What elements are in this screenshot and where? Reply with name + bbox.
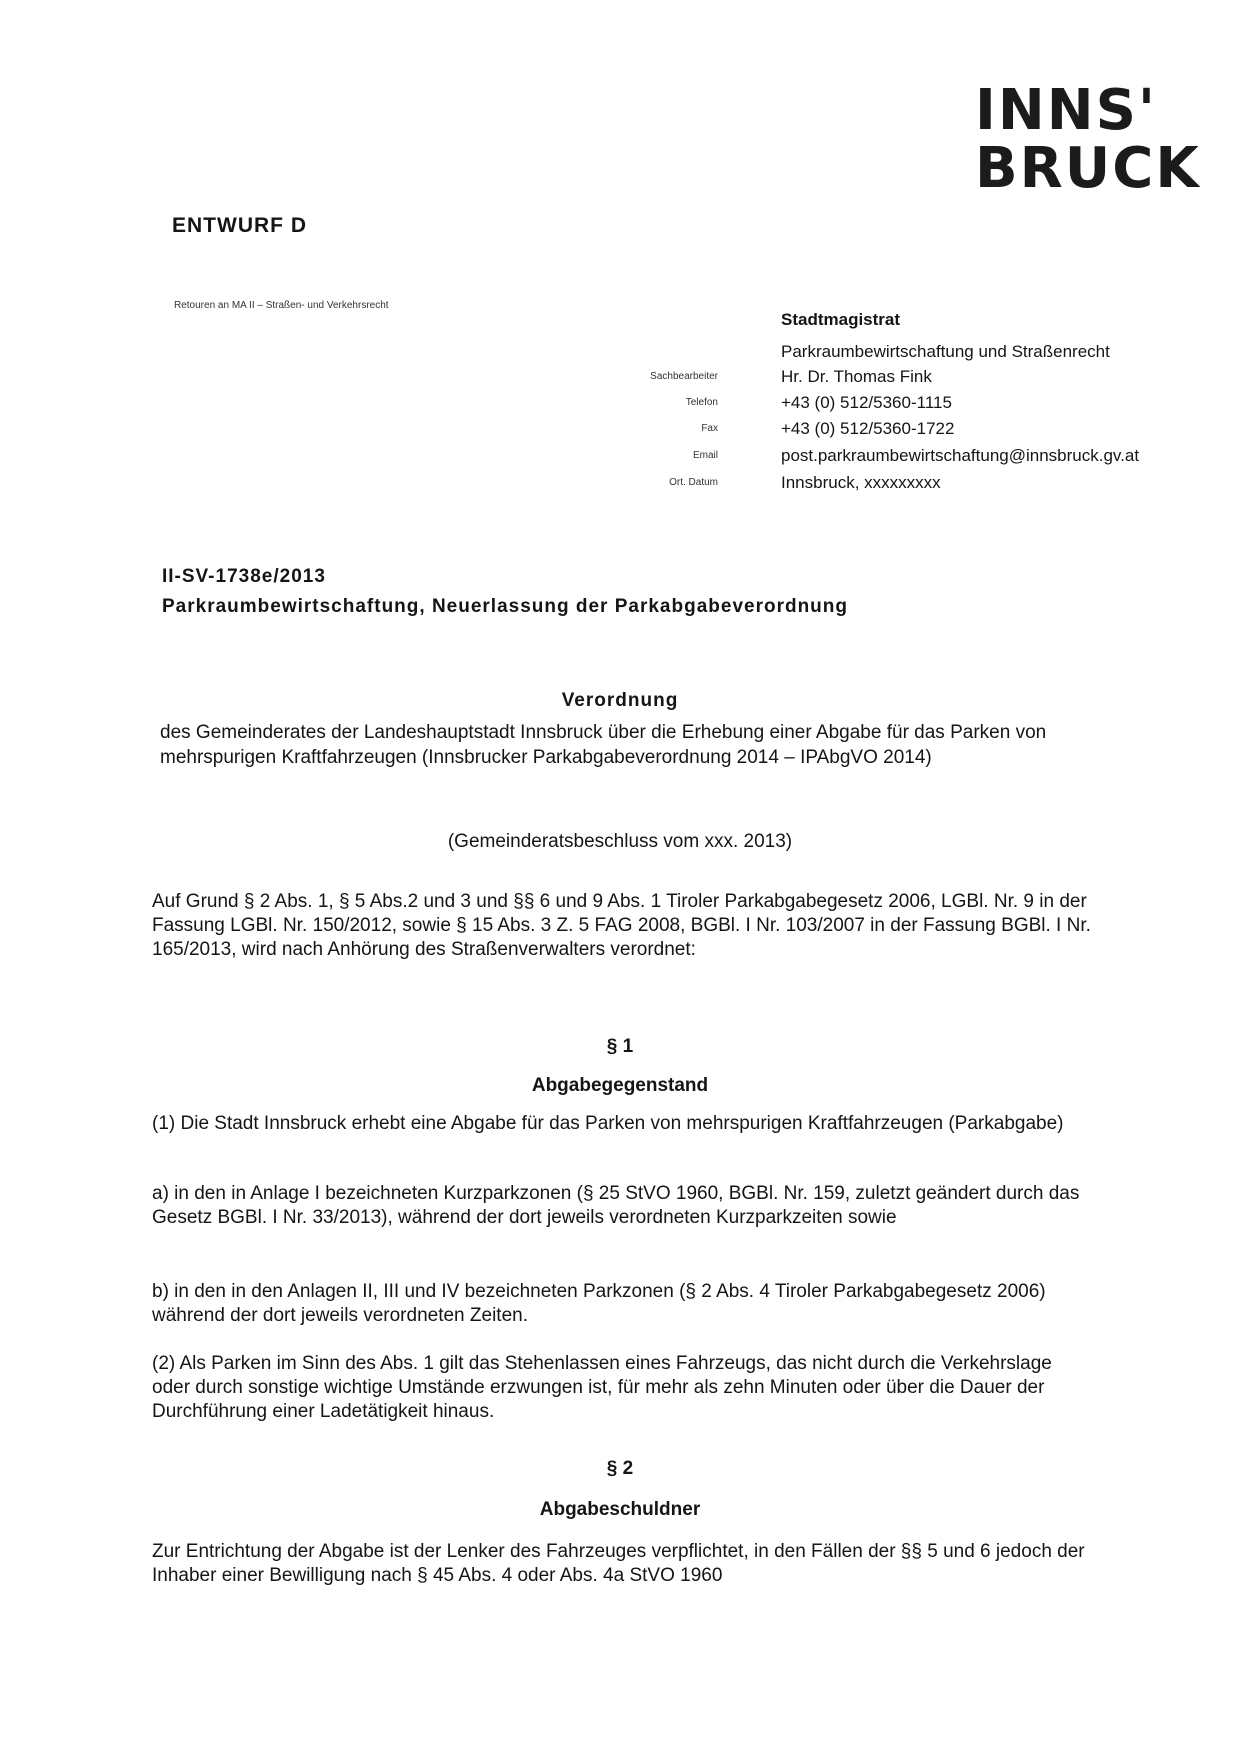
contact-value: Hr. Dr. Thomas Fink bbox=[781, 367, 932, 386]
office-department: Parkraumbewirtschaftung und Straßenrecht bbox=[781, 342, 1110, 361]
preamble: Auf Grund § 2 Abs. 1, § 5 Abs.2 und 3 und §§ 6 und 9 Abs. 1 Tiroler Parkabgabegesetz 2006, LGBl. Nr. 9 in der Fassung LGBl. Nr. 150/2012, sowie § 15 Abs. 3 Z. 5 FAG 2008, BGBl. I Nr. 103/2007 in der Fassung BGBl. I Nr. 165/2013, wird nach Anhörung des Straßenverwalters verordnet: bbox=[152, 891, 1091, 960]
section-1-paragraph-1: (1) Die Stadt Innsbruck erhebt eine Abgabe für das Parken von mehrspurigen Kraftfahrzeugen (Parkabgabe) bbox=[152, 1113, 1064, 1134]
section-1-item-b: b) in den in den Anlagen II, III und IV bezeichneten Parkzonen (§ 2 Abs. 4 Tiroler Parkabgabegesetz 2006) während der dort jeweils verordneten Zeiten. bbox=[152, 1281, 1046, 1326]
contact-label: Email bbox=[692, 450, 718, 461]
contact-row-phone bbox=[560, 393, 1180, 421]
contact-label: Telefon bbox=[685, 397, 718, 408]
ordinance-heading: Verordnung bbox=[561, 690, 679, 711]
contact-row-email bbox=[560, 446, 1180, 474]
subject-line: Parkraumbewirtschaftung, Neuerlassung der Parkabgabeverordnung bbox=[162, 596, 849, 617]
logo-line-2: BRUCK bbox=[975, 136, 1201, 201]
section-2-text: Zur Entrichtung der Abgabe ist der Lenker des Fahrzeuges verpflichtet, in den Fällen der §§ 5 und 6 jedoch der Inhaber einer Bewilligung nach § 45 Abs. 4 oder Abs. 4a StVO 1960 bbox=[152, 1541, 1085, 1586]
section-2-number: § 2 bbox=[606, 1458, 634, 1479]
section-2-title: Abgabeschuldner bbox=[539, 1499, 701, 1520]
section-1-title: Abgabegegenstand bbox=[531, 1075, 709, 1096]
resolution-note: (Gemeinderatsbeschluss vom xxx. 2013) bbox=[447, 831, 793, 852]
innsbruck-logo bbox=[975, 78, 1201, 201]
draft-label: ENTWURF D bbox=[172, 214, 307, 237]
contact-value: post.parkraumbewirtschaftung@innsbruck.gv.at bbox=[781, 446, 1140, 465]
contact-value: Innsbruck, xxxxxxxxx bbox=[781, 473, 941, 492]
contact-label: Fax bbox=[701, 423, 718, 434]
section-1-item-a: a) in den in Anlage I bezeichneten Kurzparkzonen (§ 25 StVO 1960, BGBl. Nr. 159, zuletzt geändert durch das Gesetz BGBl. I Nr. 33/2013), während der dort jeweils verordneten Kurzparkzeiten sowie bbox=[152, 1183, 1080, 1228]
returns-note: Retouren an MA II – Straßen- und Verkehrsrecht bbox=[174, 300, 389, 311]
office-title: Stadtmagistrat bbox=[781, 310, 901, 329]
contact-value: +43 (0) 512/5360-1115 bbox=[781, 393, 952, 412]
contact-row-date bbox=[560, 473, 1180, 501]
contact-row-fax bbox=[560, 419, 1180, 447]
section-1-number: § 1 bbox=[606, 1036, 634, 1057]
contact-value: +43 (0) 512/5360-1722 bbox=[781, 419, 955, 438]
reference-number: II-SV-1738e/2013 bbox=[162, 566, 326, 587]
ordinance-text: des Gemeinderates der Landeshauptstadt Innsbruck über die Erhebung einer Abgabe für das Parken von mehrspurigen Kraftfahrzeugen (Innsbrucker Parkabgabeverordnung 2014 – IPAbgVO 2014) bbox=[160, 722, 1047, 768]
section-1-paragraph-2: (2) Als Parken im Sinn des Abs. 1 gilt das Stehenlassen eines Fahrzeugs, das nicht durch die Verkehrslage oder durch sonstige wichtige Umstände erzwungen ist, für mehr als zehn Minuten oder über die Dauer der Durchführung einer Ladetätigkeit hinaus. bbox=[152, 1353, 1052, 1422]
contact-row-clerk bbox=[560, 367, 1180, 395]
contact-label: Ort. Datum bbox=[669, 477, 718, 488]
logo-line-1: INNS' bbox=[975, 78, 1158, 143]
contact-label: Sachbearbeiter bbox=[650, 371, 718, 382]
